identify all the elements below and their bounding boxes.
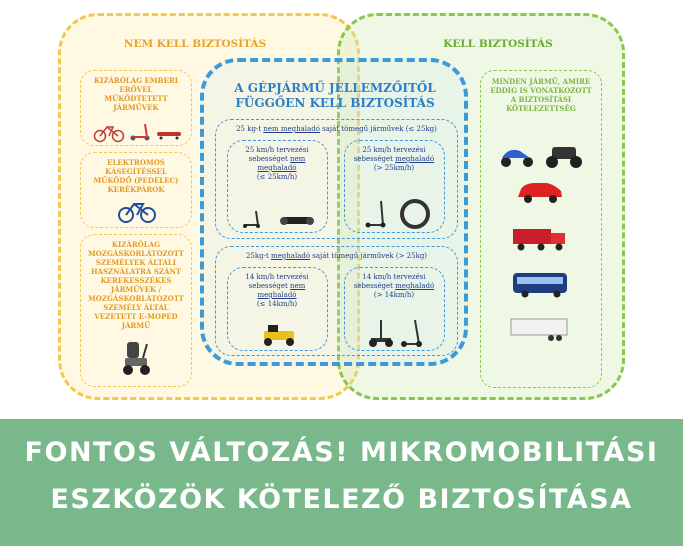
over-25kmh-label: 25 km/h tervezési sebességet meghaladó (> 25km/h) (353, 146, 435, 172)
all-vehicles-box (480, 70, 602, 388)
bus-icon (511, 269, 569, 299)
under-25kg-header: 25 kg-t nem meghaladó saját tömegű járművek (≤ 25kg) (236, 125, 437, 133)
wheelchair-label: KIZÁRÓLAG MOZGÁSKORLÁTOZOTT SZEMÉLYEK ÁLTALI HASZNÁLATRA SZÁNT KEREKESSZÉKES JÁRMŰVEK / MOZGÁSKORLÁTOZOTT SZEMÉLY ÁLTAL VEZETETT E-MOPED JÁRMŰ (88, 240, 184, 330)
over-25kmh-box (344, 140, 445, 233)
trailer-icon (509, 317, 571, 343)
wheelchair-box (80, 234, 192, 387)
over-25kg-header: 25kg-t meghaladó saját tömegű járművek (> 25kg) (245, 252, 428, 260)
over-14kmh-box (344, 267, 445, 351)
kickscooter-hoverboard-icon (240, 207, 318, 229)
conditional-title-line2: FÜGGŐEN KELL BIZTOSÍTÁS (235, 96, 435, 110)
over-25kg-group (215, 246, 458, 356)
human-powered-label: KIZÁRÓLAG EMBERI ERŐVEL MŰKÖDTETETT JÁRMŰVEK (93, 76, 178, 112)
bicycle-scooter-skateboard-icon (93, 121, 183, 143)
insurance-required-title: KELL BIZTOSÍTÁS (443, 38, 553, 50)
pedelec-box (80, 152, 192, 228)
conditional-title-line1: A GÉPJÁRMŰ JELLEMZŐITŐL (234, 81, 436, 95)
pedelec-label: ELEKTROMOS KÁSEGÍTÉSSEL MŰKÖDŐ (PEDELEC) KERÉKPÁROK (93, 158, 179, 194)
motorbike-quad-icon (496, 141, 586, 169)
all-vehicles-label: MINDEN JÁRMŰ, AMIRE EDDIG IS VONATKOZOTT A BIZTOSÍTÁSI KÖTELEZETTSÉG (490, 77, 592, 113)
segway-scooter-icon (367, 316, 427, 348)
under-25kg-group (215, 119, 458, 239)
headline-line2: ESZKÖZÖK KÖTELEZŐ BIZTOSÍTÁSA (50, 484, 633, 515)
car-icon (515, 179, 565, 205)
over-14kmh-label: 14 km/h tervezési sebességet meghaladó (> 14km/h) (353, 273, 435, 299)
under-14kmh-box (227, 267, 328, 351)
lawn-tractor-icon (260, 321, 298, 347)
under-25kmh-label: 25 km/h tervezési sebességet nem meghaladó (≤ 25km/h) (245, 146, 309, 181)
under-14kmh-label: 14 km/h tervezési sebességet nem meghaladó (≤ 14km/h) (245, 273, 309, 308)
human-powered-box (80, 70, 192, 146)
ebike-icon (118, 198, 156, 224)
under-25kmh-box (227, 140, 328, 233)
conditional-title (215, 81, 455, 111)
headline-line1: FONTOS VÁLTOZÁS! MIKROMOBILITÁSI (24, 437, 659, 468)
no-insurance-title: NEM KELL BIZTOSÍTÁS (123, 38, 267, 50)
truck-icon (511, 224, 569, 252)
escooter-unicycle-icon (363, 197, 433, 229)
mobility-scooter-icon (121, 338, 153, 378)
